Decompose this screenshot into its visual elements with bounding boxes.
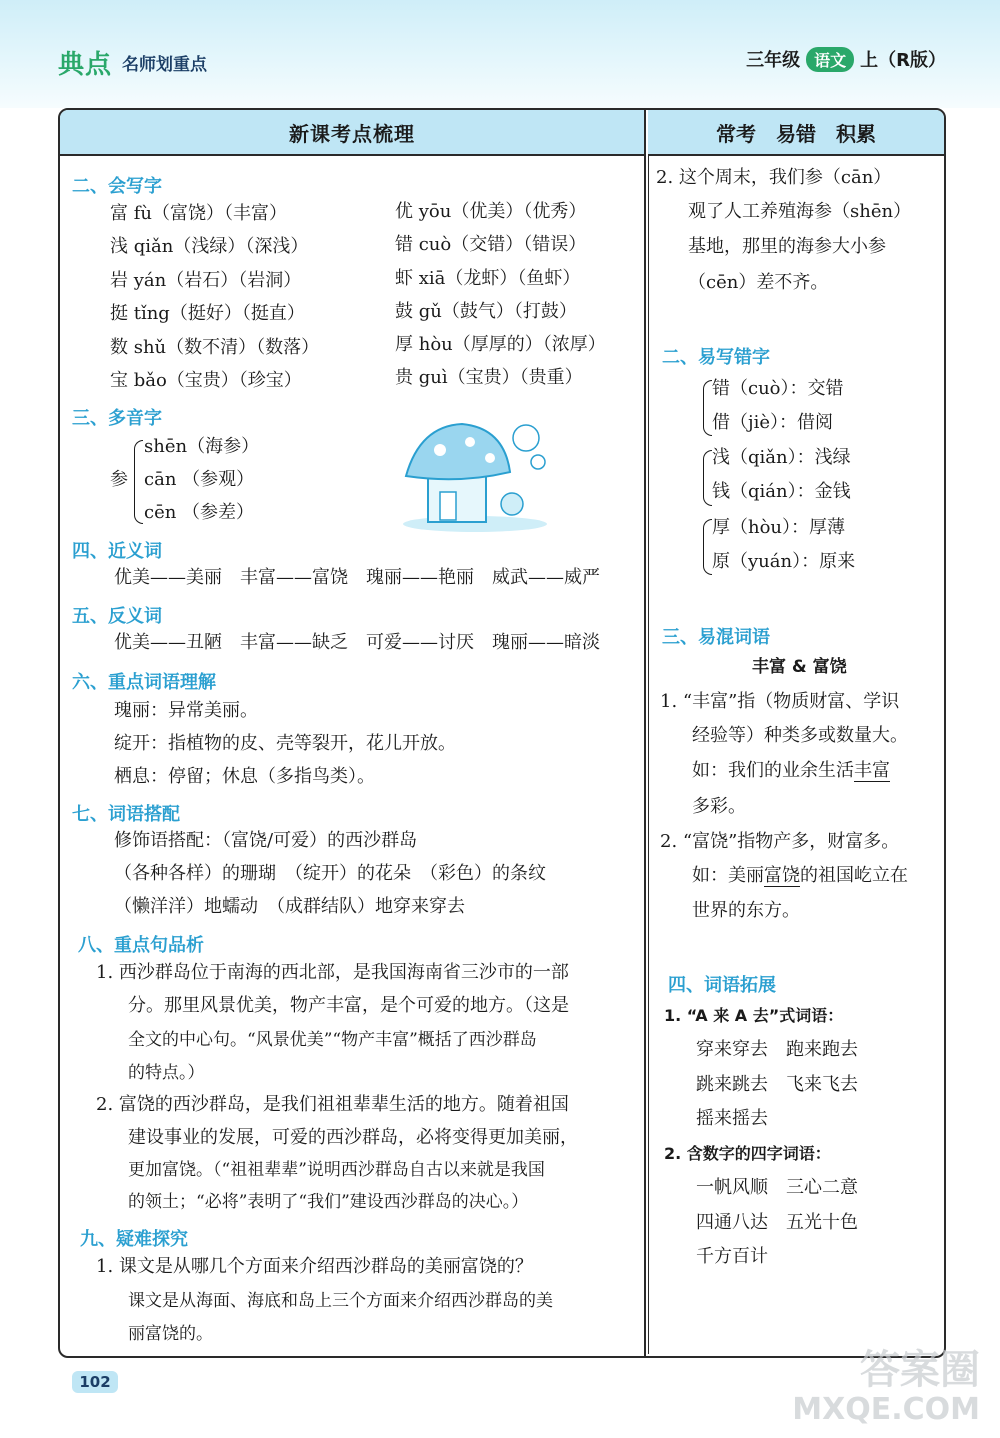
section-confusing-words: 三、易混词语	[662, 627, 770, 648]
logo: 典点	[58, 50, 113, 80]
misspelled-item: 厚（hòu）：厚薄	[712, 517, 846, 538]
expansion-words: 穿来穿去 跑来跑去	[696, 1039, 858, 1060]
sentence-note: 全文的中心句。“风景优美”“物产丰富”概括了西沙群岛	[128, 1030, 537, 1050]
polyphone-item: shēn（海参）	[144, 436, 260, 457]
polyphone-item: cēn （参差）	[144, 502, 255, 523]
word-definition: 绽开：指植物的皮、壳等裂开，花儿开放。	[114, 733, 456, 754]
sentence-line: 建设事业的发展，可爱的西沙群岛，必将变得更加美丽，	[128, 1127, 578, 1148]
misspelled-item: 原（yuán）：原来	[712, 551, 856, 572]
sentence-note: 更加富饶。（“祖祖辈辈”说明西沙群岛自古以来就是我国	[128, 1160, 545, 1180]
section-antonyms: 五、反义词	[72, 606, 162, 627]
sentence-line: 1. 西沙群岛位于南海的西北部，是我国海南省三沙市的一部	[96, 962, 569, 983]
misspelled-item: 错（cuò）：交错	[712, 378, 844, 399]
char-row: 厚 hòu（厚厚的）（浓厚）	[395, 334, 606, 355]
grade-text: 三年级	[746, 50, 801, 71]
brace	[703, 380, 712, 436]
char-row: 富 fù（富饶）（丰富）	[110, 203, 287, 224]
section-key-sentences: 八、重点句品析	[78, 935, 204, 956]
antonym-line: 优美——丑陋 丰富——缺乏 可爱——讨厌 瑰丽——暗淡	[114, 632, 600, 653]
grade-label	[746, 46, 946, 72]
section-polyphone: 三、多音字	[72, 408, 162, 429]
char-row: 贵 guì（宝贵）（贵重）	[395, 367, 583, 388]
underlined-word: 丰富	[854, 760, 890, 781]
collocation-line: （懒洋洋）地蠕动 （成群结队）地穿来穿去	[114, 896, 465, 917]
confusing-line	[692, 760, 890, 782]
example-text: 如：我们的业余生活	[692, 760, 854, 781]
polyphone-item: cān （参观）	[144, 469, 255, 490]
char-row: 数 shǔ（数不清）（数落）	[110, 337, 320, 358]
answer-line: 丽富饶的。	[128, 1324, 213, 1344]
char-row: 宝 bǎo（宝贵）（珍宝）	[110, 370, 302, 391]
section-collocations: 七、词语搭配	[72, 804, 180, 825]
confusing-line: 1. “丰富”指（物质财富、学识	[660, 691, 900, 712]
confusing-line: 2. “富饶”指物产多，财富多。	[660, 831, 900, 852]
watermark-line1: 答案圈	[860, 1347, 980, 1393]
expansion-heading: 2. 含数字的四字词语：	[664, 1144, 831, 1163]
question-line: 1. 课文是从哪几个方面来介绍西沙群岛的美丽富饶的？	[96, 1256, 533, 1277]
collocation-line: 修饰语搭配：（富饶/可爱）的西沙群岛	[114, 830, 418, 851]
column-divider	[644, 110, 646, 1356]
expansion-words: 千方百计	[696, 1246, 768, 1267]
collocation-line: （各种各样）的珊瑚 （绽开）的花朵 （彩色）的条纹	[114, 863, 546, 884]
polyphone-example-line: 2. 这个周末，我们参（cān）	[656, 167, 892, 188]
confusing-words-subtitle: 丰富 & 富饶	[752, 657, 847, 677]
confusing-line	[692, 865, 908, 887]
series-title: 名师划重点	[122, 55, 207, 75]
brace	[703, 450, 712, 506]
char-row: 浅 qiǎn（浅绿）（深浅）	[110, 236, 309, 257]
polyphone-example-line: 基地，那里的海参大小参	[688, 236, 886, 257]
expansion-words: 四通八达 五光十色	[696, 1212, 858, 1233]
section-synonyms: 四、近义词	[72, 541, 162, 562]
polyphone-example-line: （cēn）差不齐。	[688, 272, 829, 293]
column-divider-inner	[648, 156, 649, 1354]
sentence-line: 分。那里风景优美，物产丰富，是个可爱的地方。（这是	[128, 995, 569, 1016]
section-writing-chars: 二、会写字	[72, 176, 162, 197]
sentence-line: 2. 富饶的西沙群岛，是我们祖祖辈辈生活的地方。随着祖国	[96, 1094, 569, 1115]
misspelled-item: 借（jiè）：借阅	[712, 412, 833, 433]
section-misspelled-chars: 二、易写错字	[662, 347, 770, 368]
section-difficult-questions: 九、疑难探究	[80, 1229, 188, 1250]
sentence-note: 的特点。）	[128, 1063, 205, 1083]
section-key-words: 六、重点词语理解	[72, 672, 216, 693]
brace	[703, 519, 712, 575]
polyphone-char: 参	[110, 469, 128, 490]
example-text: 如：美丽	[692, 865, 764, 886]
confusing-line: 多彩。	[692, 796, 746, 817]
underlined-word: 富饶	[764, 865, 800, 886]
expansion-words: 摇来摇去	[696, 1108, 768, 1129]
left-column-title: 新课考点梳理	[60, 110, 644, 156]
example-text: 的祖国屹立在	[800, 865, 908, 886]
polyphone-example-line: 观了人工养殖海参（shēn）	[688, 201, 912, 222]
word-definition: 栖息：停留；休息（多指鸟类）。	[114, 766, 375, 787]
confusing-line: 经验等）种类多或数量大。	[692, 725, 908, 746]
watermark	[792, 1347, 980, 1430]
char-row: 岩 yán（岩石）（岩洞）	[110, 270, 302, 291]
page-number: 102	[72, 1371, 118, 1393]
word-definition: 瑰丽：异常美丽。	[114, 700, 258, 721]
brace	[134, 440, 143, 524]
mushroom-house-illustration	[400, 420, 550, 532]
char-row: 虾 xiā（龙虾）（鱼虾）	[395, 268, 581, 289]
synonym-line: 优美——美丽 丰富——富饶 瑰丽——艳丽 威武——威严	[114, 567, 600, 588]
char-row: 挺 tǐng（挺好）（挺直）	[110, 303, 305, 324]
answer-line: 课文是从海面、海底和岛上三个方面来介绍西沙群岛的美	[128, 1291, 553, 1311]
misspelled-item: 浅（qiǎn）：浅绿	[712, 447, 851, 468]
watermark-line2: MXQE.COM	[792, 1392, 980, 1427]
sentence-note: 的领土；“必将”表明了“我们”建设西沙群岛的决心。）	[128, 1192, 529, 1212]
expansion-words: 一帆风顺 三心二意	[696, 1177, 858, 1198]
expansion-heading: 1. “A 来 A 去”式词语：	[664, 1006, 844, 1025]
subject-badge: 语文	[806, 47, 854, 72]
right-column-title: 常考 易错 积累	[648, 110, 944, 156]
char-row: 错 cuò（交错）（错误）	[395, 234, 587, 255]
misspelled-item: 钱（qián）：金钱	[712, 481, 851, 502]
char-row: 优 yōu（优美）（优秀）	[395, 201, 587, 222]
confusing-line: 世界的东方。	[692, 900, 800, 921]
expansion-words: 跳来跳去 飞来飞去	[696, 1074, 858, 1095]
edition-text: 上（R版）	[860, 50, 946, 71]
section-word-expansion: 四、词语拓展	[668, 975, 776, 996]
char-row: 鼓 gǔ（鼓气）（打鼓）	[395, 301, 577, 322]
